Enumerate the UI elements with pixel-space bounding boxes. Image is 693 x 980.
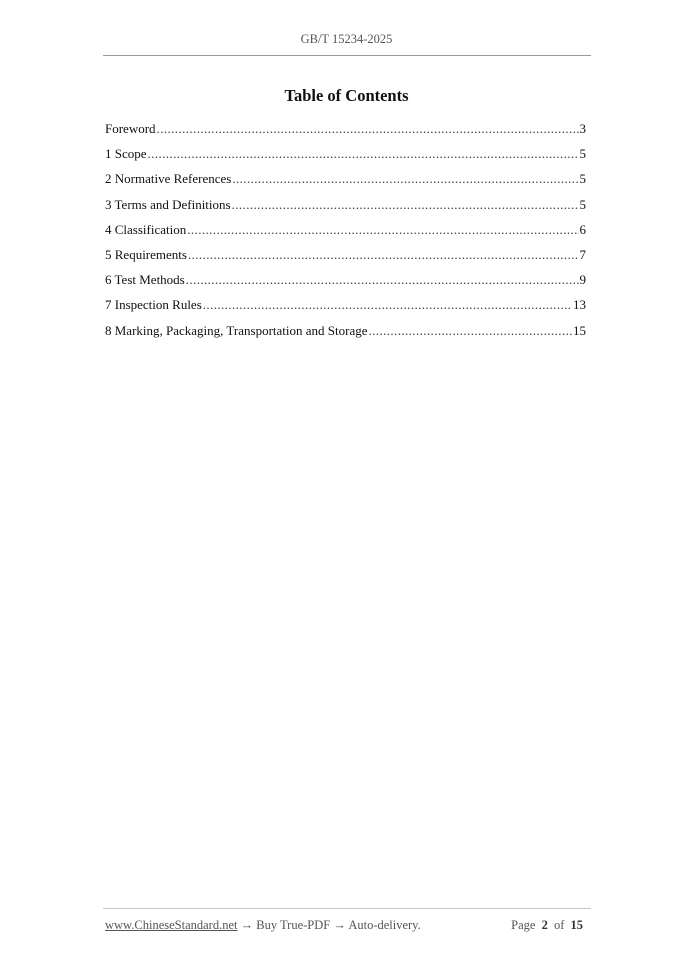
toc-entry-foreword[interactable]	[105, 121, 586, 146]
dot-leader	[232, 171, 578, 187]
arrow-right-icon: →	[237, 918, 257, 932]
toc-entry-terms-and-definitions[interactable]	[105, 197, 586, 222]
dot-leader	[203, 297, 572, 313]
toc-entry-requirements[interactable]	[105, 247, 586, 272]
buy-text: Buy True-PDF	[256, 918, 331, 932]
delivery-text: Auto-delivery.	[348, 918, 421, 932]
page-word: Page	[511, 918, 536, 932]
dot-leader	[157, 121, 579, 137]
toc-entry-label: 1 Scope	[105, 146, 147, 162]
toc-entry-label: 3 Terms and Definitions	[105, 196, 231, 212]
toc-entry-page: 15	[573, 322, 586, 338]
toc-entry-page: 3	[579, 121, 586, 136]
dot-leader	[232, 197, 579, 213]
current-page-number: 2	[541, 918, 548, 932]
arrow-right-icon: →	[330, 918, 349, 932]
footer-promo	[105, 918, 421, 933]
toc-entry-label: 7 Inspection Rules	[105, 297, 202, 313]
toc-entry-page: 5	[579, 196, 586, 212]
header-divider	[103, 55, 591, 56]
footer-divider	[103, 908, 591, 909]
page-indicator	[511, 918, 586, 933]
toc-entry-label: 6 Test Methods	[105, 272, 185, 288]
toc-entry-inspection-rules[interactable]	[105, 297, 586, 322]
of-word: of	[553, 918, 565, 932]
toc-entry-label: 8 Marking, Packaging, Transportation and Storage	[105, 322, 368, 338]
dot-leader	[369, 323, 573, 339]
page-footer	[105, 918, 586, 933]
dot-leader	[188, 247, 579, 263]
toc-entry-page: 5	[579, 146, 586, 162]
dot-leader	[186, 272, 579, 288]
toc-entry-page: 5	[579, 171, 586, 187]
toc-title: Table of Contents	[284, 86, 409, 105]
toc-entry-label: Foreword	[105, 121, 156, 136]
running-header: GB/T 15234-2025	[300, 32, 393, 46]
toc-entry-normative-references[interactable]	[105, 171, 586, 196]
toc-entry-page: 13	[573, 297, 586, 313]
toc-entry-label: 2 Normative References	[105, 171, 232, 187]
dot-leader	[148, 146, 579, 162]
toc-entry-scope[interactable]	[105, 146, 586, 171]
toc-entry-classification[interactable]	[105, 222, 586, 247]
toc-list	[105, 121, 586, 348]
toc-entry-page: 9	[579, 272, 586, 288]
toc-entry-marking-packaging[interactable]	[105, 323, 586, 348]
dot-leader	[187, 222, 578, 238]
toc-entry-test-methods[interactable]	[105, 272, 586, 297]
toc-entry-label: 5 Requirements	[105, 246, 187, 262]
toc-entry-label: 4 Classification	[105, 221, 187, 237]
total-page-count: 15	[570, 918, 583, 932]
toc-entry-page: 7	[579, 246, 586, 262]
toc-entry-page: 6	[579, 221, 586, 237]
website-link[interactable]: www.ChineseStandard.net	[105, 918, 238, 932]
